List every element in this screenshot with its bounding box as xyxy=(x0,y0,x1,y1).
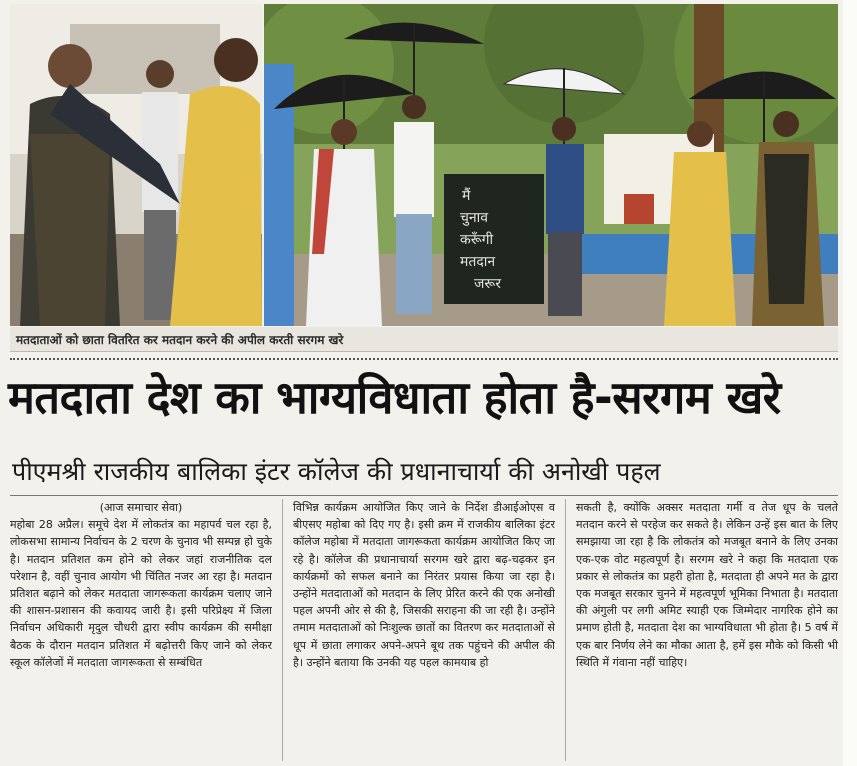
article-column-1 xyxy=(10,499,272,761)
photo-strip xyxy=(10,4,838,326)
article-body xyxy=(10,499,838,761)
photo-caption: मतदाताओं को छाता वितरित कर मतदान करने की अपील करती सरगम खरे xyxy=(16,333,344,347)
chalkboard-line-4: मतदान xyxy=(460,254,496,270)
photo-umbrella-handover xyxy=(10,4,262,326)
dotted-divider xyxy=(10,358,838,360)
article-column-3 xyxy=(576,499,838,761)
column-divider xyxy=(282,499,283,761)
article-text-3: सकती है, क्योंकि अक्सर मतदाता गर्मी व तेज धूप के चलते मतदान करने से परहेज कर सकते है। लेकिन उन्हें इस बात के लिए समझाया जा रहा है कि लोकतंत्र को मजबूत बनाने के लिए उनका एक-एक वोट महत्वपूर्ण है। सरगम खरे ने कहा कि मतदाता एक प्रकार से लोकतंत्र का प्रहरी होता है, मतदाता ही अपने मत के द्वारा एक मजबूत सरकार चुनने में महत्वपूर्ण भूमिका निभाता है। मतदाता की अंगुली पर लगी अमिट स्याही एक जिम्मेदार नागरिक होने का प्रमाण होती है, मतदाता देश का भाग्यविधाता भी होता है। 5 वर्ष में एक बार निर्णय लेने का मौका आता है, हमें इस मौके को किसी भी स्थिति में गंवाना नहीं चाहिए। xyxy=(576,501,838,669)
chalkboard-line-3: करूँगी xyxy=(460,232,494,248)
photo-caption-box xyxy=(10,327,838,352)
photo-umbrella-group xyxy=(264,4,838,326)
chalkboard-line-2: चुनाव xyxy=(460,210,489,226)
article-text-2: विभिन्न कार्यक्रम आयोजित किए जाने के निर्देश डीआईओएस व बीएसए महोबा को दिए गए है। इसी क्रम में राजकीय बालिका इंटर कॉलेज महोबा में मतदाता जागरूकता कार्यक्रम आयोजित किए जा रहे है। कॉलेज की प्रधानाचार्या सरगम खरे द्वारा बढ़-चढ़कर इन कार्यक्रमों को सफल बनाने का निरंतर प्रयास किया जा रहा है। उन्होंने मतदाताओं को मतदान के लिए प्रेरित करने की एक अनोखी पहल अपनी ओर से की है, जिसकी सराहना की जा रही है। उन्होंने तमाम मतदाताओं को निःशुल्क छातों का वितरण कर मतदाताओं से धूप में छाता लगाकर अपने-अपने बूथ तक पहुंचने की अपील की है। उन्होंने बताया कि उनकी यह पहल कामयाब हो xyxy=(293,501,555,669)
chalkboard-line-1: मैं xyxy=(462,188,471,204)
news-credit: (आज समाचार सेवा) xyxy=(99,501,183,514)
column-divider xyxy=(565,499,566,761)
divider-line xyxy=(10,495,838,496)
chalkboard-line-5: जरूर xyxy=(474,276,501,292)
subheadline: पीएमश्री राजकीय बालिका इंटर कॉलेज की प्रधानाचार्या की अनोखी पहल xyxy=(12,457,661,486)
headline: मतदाता देश का भाग्यविधाता होता है-सरगम खरे xyxy=(8,371,781,424)
page-edge xyxy=(843,0,857,766)
article-column-2 xyxy=(293,499,555,761)
article-text-1: महोबा 28 अप्रैल। समूचे देश में लोकतंत्र का महापर्व चल रहा है, लोकसभा सामान्य निर्वाचन के 2 चरण के चुनाव भी सम्पन्न हो चुके है। मतदान प्रतिशत कम होने को लेकर जहां राजनीतिक दल परेशान है, वहीं चुनाव आयोग भी चिंतित नजर आ रहा है। मतदान प्रतिशत बढ़ाने को लेकर मतदाता जागरूकता कार्यक्रम चलाए जाने की शासन-प्रशासन की कवायद जारी है। इसी परिप्रेक्ष्य में जिला निर्वाचन अधिकारी मृदुल चौधरी द्वारा स्वीप कार्यक्रम की समीक्षा बैठक के दौरान मतदान प्रतिशत में बढ़ोत्तरी किए जाने को लेकर स्कूल कॉलेजों में मतदाता जागरूकता से सम्बंधित xyxy=(10,518,272,669)
